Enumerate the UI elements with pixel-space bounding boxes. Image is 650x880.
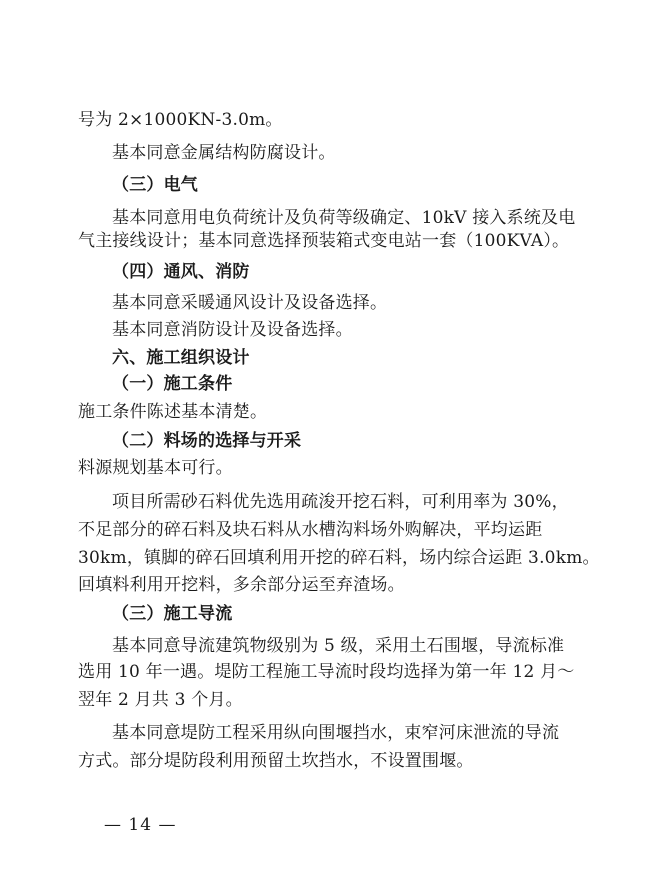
section-heading: （三）电气: [112, 175, 198, 195]
chapter-heading: 六、施工组织设计: [112, 348, 250, 368]
text-line: 基本同意用电负荷统计及负荷等级确定、10kV 接入系统及电: [112, 208, 576, 228]
text-line: 基本同意金属结构防腐设计。: [112, 143, 336, 163]
text-line: 号为 2×1000KN-3.0m。: [78, 110, 283, 130]
section-heading: （三）施工导流: [112, 604, 233, 624]
text-line: 施工条件陈述基本清楚。: [78, 402, 268, 422]
text-line: 基本同意消防设计及设备选择。: [112, 320, 353, 340]
text-line: 项目所需砂石料优先选用疏浚开挖石料，可利用率为 30%，: [112, 492, 569, 512]
section-heading: （二）料场的选择与开采: [112, 431, 302, 451]
section-heading: （四）通风、消防: [112, 262, 250, 282]
text-line: 基本同意采暖通风设计及设备选择。: [112, 293, 388, 313]
text-line: 翌年 2 月共 3 个月。: [78, 690, 243, 710]
text-line: 回填料利用开挖料，多余部分运至弃渣场。: [78, 575, 405, 595]
page-number: — 14 —: [104, 815, 177, 835]
text-line: 基本同意导流建筑物级别为 5 级，采用土石围堰，导流标准: [112, 636, 565, 656]
text-line: 30km，镇脚的碎石回填利用开挖的碎石料，场内综合运距 3.0km。: [78, 548, 600, 568]
text-line: 不足部分的碎石料及块石料从水槽沟料场外购解决，平均运距: [78, 520, 543, 540]
text-line: 料源规划基本可行。: [78, 458, 233, 478]
text-line: 气主接线设计；基本同意选择预装箱式变电站一套（100KVA）。: [78, 231, 570, 251]
text-line: 方式。部分堤防段利用预留土坎挡水，不设置围堰。: [78, 751, 474, 771]
text-line: 基本同意堤防工程采用纵向围堰挡水，束窄河床泄流的导流: [112, 723, 560, 743]
text-line: 选用 10 年一遇。堤防工程施工导流时段均选择为第一年 12 月～: [78, 662, 575, 682]
section-heading: （一）施工条件: [112, 374, 233, 394]
